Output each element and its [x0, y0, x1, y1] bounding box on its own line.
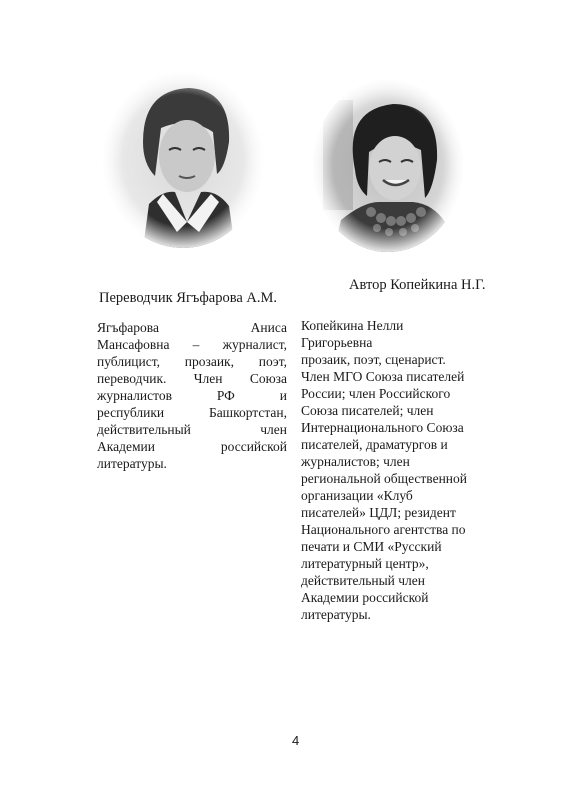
translator-caption: Переводчик Ягъфарова А.М. — [99, 290, 278, 306]
bio-line: Интернационального Союза — [301, 420, 464, 435]
bio-line: Член МГО Союза писателей — [301, 369, 465, 384]
author-caption: Автор Копейкина Н.Г. — [349, 277, 486, 293]
bio-line: писателей, драматургов и — [301, 437, 448, 452]
bio-line: Союза писателей; член — [301, 403, 434, 418]
bio-line: публицист, прозаик, поэт, — [97, 354, 287, 369]
bio-line: литературы. — [301, 607, 371, 622]
translator-portrait-photo — [103, 72, 263, 248]
bio-line: журналистов; член — [301, 454, 410, 469]
bio-line: Григорьевна — [301, 335, 373, 350]
bio-line: Академии российской — [301, 590, 429, 605]
bio-line: Ягъфарова Аниса — [97, 320, 287, 335]
bio-line: действительный член — [301, 573, 425, 588]
bio-line: Академии российской — [97, 439, 287, 454]
author-bio — [301, 317, 501, 623]
bio-line: Национального агентства по — [301, 522, 466, 537]
bio-line: действительный член — [97, 422, 287, 437]
bio-line: республики Башкортстан, — [97, 405, 287, 420]
bio-line: Копейкина Нелли — [301, 318, 404, 333]
bio-line: Мансафовна – журналист, — [97, 337, 287, 352]
bio-line: писателей» ЦДЛ; резидент — [301, 505, 456, 520]
bio-line: печати и СМИ «Русский — [301, 539, 442, 554]
author-portrait-photo — [313, 80, 463, 252]
bio-line: России; член Российского — [301, 386, 451, 401]
bio-line: организации «Клуб — [301, 488, 413, 503]
bio-line: прозаик, поэт, сценарист. — [301, 352, 446, 367]
bio-line: региональной общественной — [301, 471, 468, 486]
bio-line: литературы. — [97, 456, 167, 471]
translator-bio — [97, 319, 287, 472]
bio-line: журналистов РФ и — [97, 388, 287, 403]
page-number: 4 — [292, 733, 300, 748]
bio-line: переводчик. Член Союза — [97, 371, 287, 386]
bio-line: литературный центр», — [301, 556, 429, 571]
